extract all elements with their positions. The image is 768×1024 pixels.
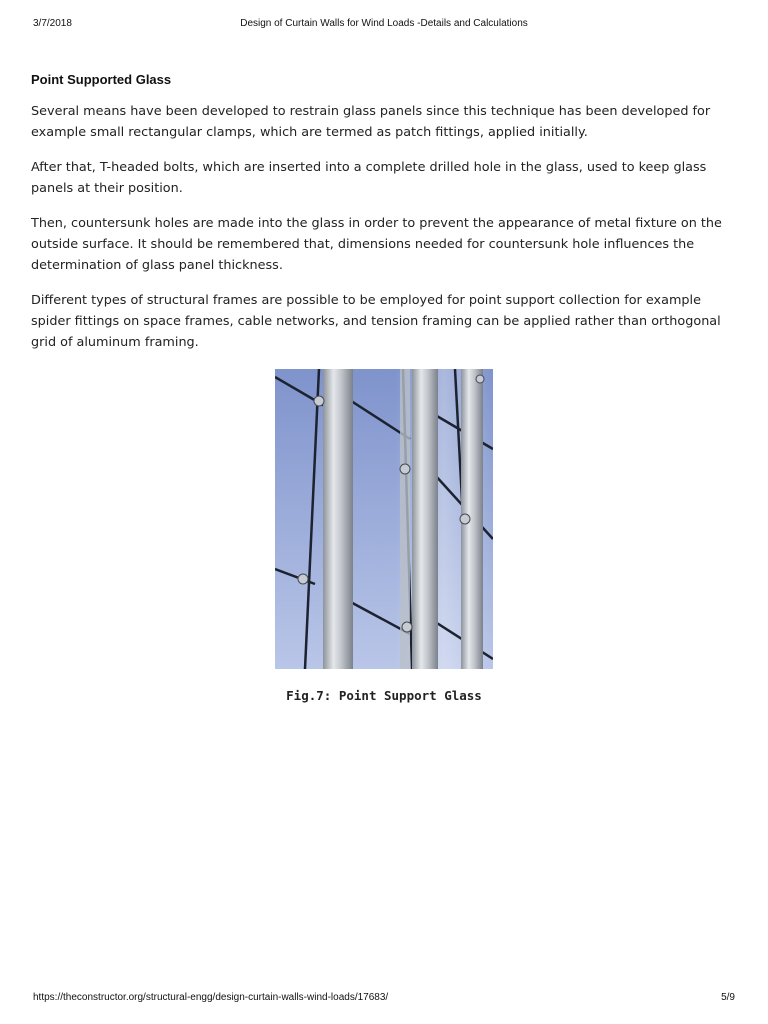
page-number: 5/9: [721, 992, 735, 1003]
paragraph-4: Different types of structural frames are possible to be employed for point support collection for example spider fittings on space frames, cable networks, and tension framing can be applied rather than orthogonal grid of aluminum framing.: [31, 293, 721, 350]
article-content: [31, 72, 737, 367]
figure-point-support-glass: [275, 369, 493, 669]
paragraph-1: Several means have been developed to restrain glass panels since this technique has been developed for example small rectangular clamps, which are termed as patch fittings, applied initially.: [31, 104, 711, 140]
print-date: 3/7/2018: [33, 18, 72, 29]
print-url: https://theconstructor.org/structural-engg/design-curtain-walls-wind-loads/17683/: [33, 992, 389, 1003]
print-header: [33, 18, 735, 32]
print-title: Design of Curtain Walls for Wind Loads -Details and Calculations: [240, 18, 528, 29]
section-heading: Point Supported Glass: [31, 72, 172, 87]
glass-facade-image: [275, 369, 493, 669]
figure-caption: Fig.7: Point Support Glass: [286, 688, 482, 703]
paragraph-3: Then, countersunk holes are made into the glass in order to prevent the appearance of metal fixture on the outside surface. It should be remembered that, dimensions needed for countersunk hole influences the determination of glass panel thickness.: [31, 216, 722, 273]
paragraph-2: After that, T-headed bolts, which are inserted into a complete drilled hole in the glass, used to keep glass panels at their position.: [31, 160, 707, 196]
print-footer: [33, 992, 735, 1006]
